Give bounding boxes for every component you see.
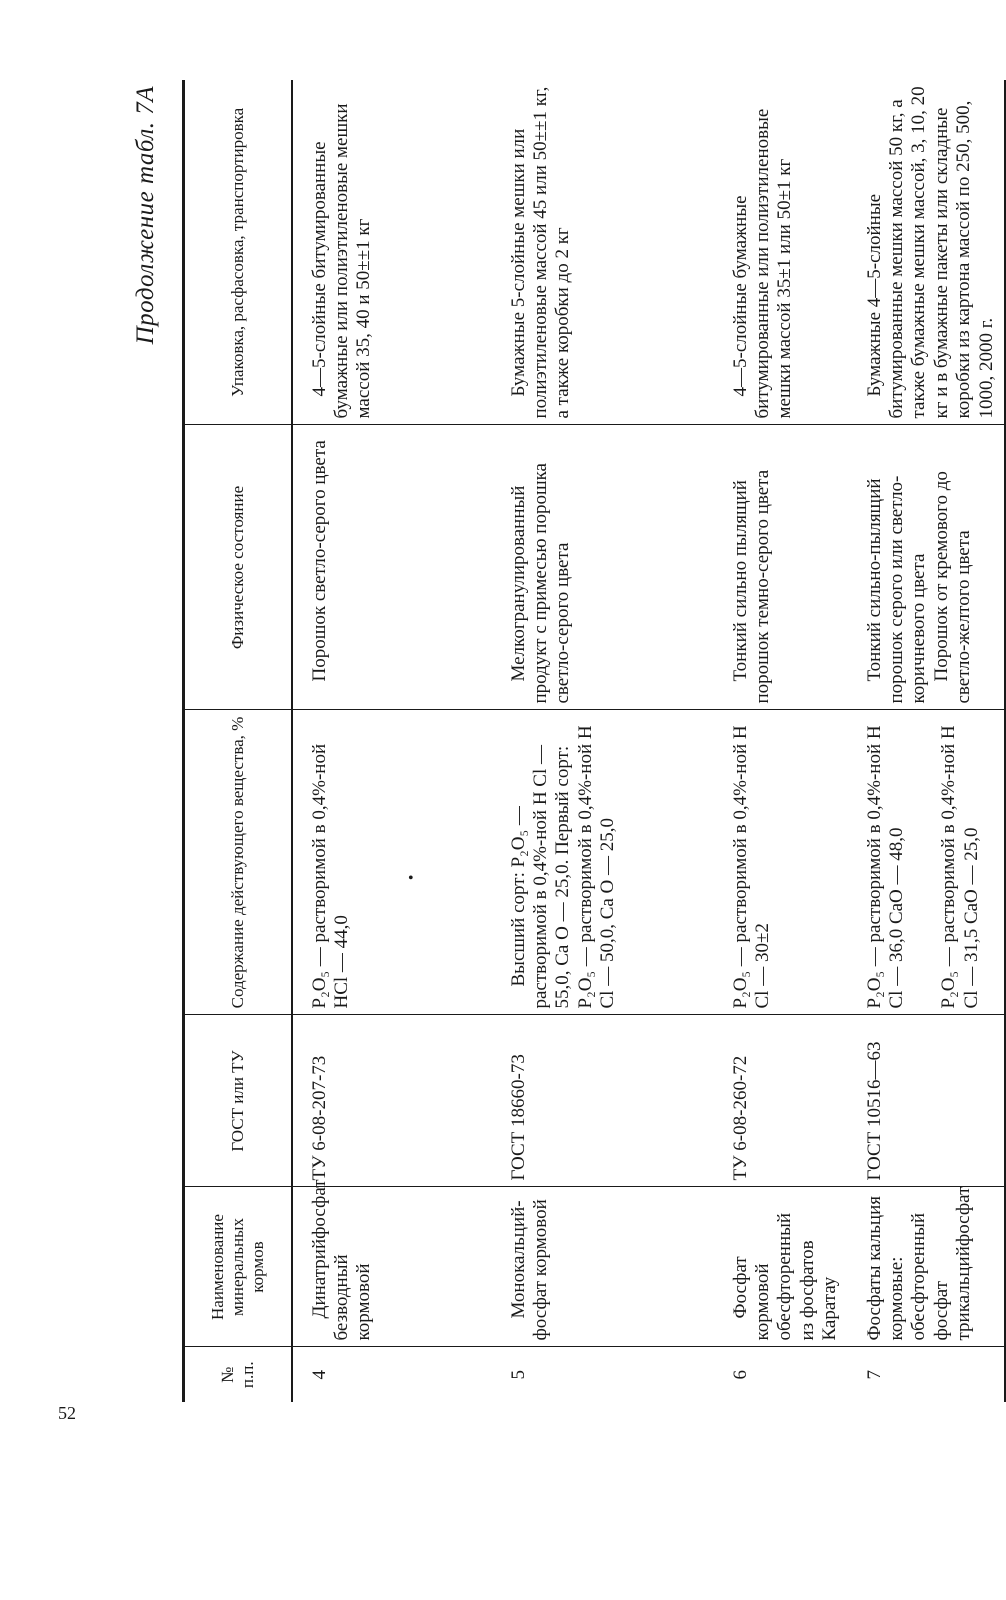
row-name: Динатрийфосфат безводный кормовой xyxy=(292,1187,492,1347)
table-row xyxy=(492,80,714,1402)
row-content-a: P₂O₅ — растворимой в 0,4%-ной Н Сl — 36,0 СаО — 48,0 xyxy=(863,725,907,1009)
row-packaging: 4—5-слойные бумажные битумированные или полиэтиленовые мешки массой 35±1 или 50±1 кг xyxy=(714,80,848,425)
row-state-a: Тонкий сильно-пылящий порошок серого или светло-коричневого цвета xyxy=(863,475,930,704)
row-number: 4 xyxy=(308,1370,330,1380)
row-content: P₂O₅ — растворимой в 0,4%-ной НСl — 44,0 xyxy=(292,710,492,1015)
row-content-cell xyxy=(848,710,1005,1015)
header-packaging: Упаковка, расфасовка, транспортировка xyxy=(184,80,292,425)
row-name: Монокальций-фосфат кормовой xyxy=(492,1187,714,1347)
row-state: Тонкий сильно пылящий порошок темно-серого цвета xyxy=(714,425,848,710)
row-packaging: Бумажные 4—5-слойные битумированные мешки массой 50 кг, а также бумажные мешки массой, 3, 10, 20 кг и в бумажные пакеты или складные коробки из картона массой по 250, 500, 1000, 2000 г. xyxy=(848,80,1005,425)
rotated-page xyxy=(120,80,997,1402)
row-content: P₂O₅ — растворимой в 0,4%-ной Н Сl — 30±2 xyxy=(714,710,848,1015)
stray-dot: • xyxy=(408,870,414,887)
table-row xyxy=(292,80,492,1402)
header-number: № п.п. xyxy=(217,1361,257,1389)
row-name: Фосфат кормовой обесфторенный из фосфатов Каратау xyxy=(714,1187,848,1347)
header-state: Физическое состояние xyxy=(184,425,292,710)
table-row xyxy=(848,80,1005,1402)
row-content: Высший сорт: P₂O₅ — растворимой в 0,4%-ной Н Сl — 55,0, Са О — 25,0. Первый сорт: P₂O₅ — растворимой в 0,4%-ной Н Сl — 50,0, Са О — 25,0 xyxy=(492,710,714,1015)
row-state-b: Порошок от кремового до светло-желтого цвета xyxy=(930,471,975,704)
table-header-row xyxy=(184,80,292,1402)
table-row xyxy=(714,80,848,1402)
row-state: Порошок светло-серого цвета xyxy=(292,425,492,710)
row-standard: ГОСТ 18660-73 xyxy=(492,1015,714,1187)
row-content-b: P₂O₅ — растворимой в 0,4%-ной Н Сl — 31,5 СаО — 25,0 xyxy=(938,725,982,1009)
table-caption: Продолжение табл. 7А xyxy=(132,86,159,345)
row-name: Фосфаты кальция кормовые: обесфторенный фосфат трикальцийфосфат xyxy=(848,1187,1005,1347)
row-number: 7 xyxy=(863,1370,885,1380)
row-standard: ТУ 6-08-260-72 xyxy=(714,1015,848,1187)
row-standard: ТУ 6-08-207-73 xyxy=(292,1015,492,1187)
row-packaging: 4—5-слойные битумированные бумажные или полиэтиленовые мешки массой 35, 40 и 50±±1 кг xyxy=(292,80,492,425)
row-state-cell xyxy=(848,425,1005,710)
minerals-table xyxy=(182,80,1006,1402)
row-number: 6 xyxy=(729,1370,751,1380)
header-standard: ГОСТ или ТУ xyxy=(184,1015,292,1187)
header-content: Содержание действующего вещества, % xyxy=(184,710,292,1015)
header-name: Наименование минеральных кормов xyxy=(184,1187,292,1347)
row-packaging: Бумажные 5-слойные мешки или полиэтиленовые массой 45 или 50±±1 кг, а также коробки до 2 кг xyxy=(492,80,714,425)
row-state: Мелкогранулированный продукт с примесью порошка светло-серого цвета xyxy=(492,425,714,710)
row-number: 5 xyxy=(507,1370,529,1380)
page-number: 52 xyxy=(58,1403,76,1423)
row-standard: ГОСТ 10516—63 xyxy=(848,1015,1005,1187)
